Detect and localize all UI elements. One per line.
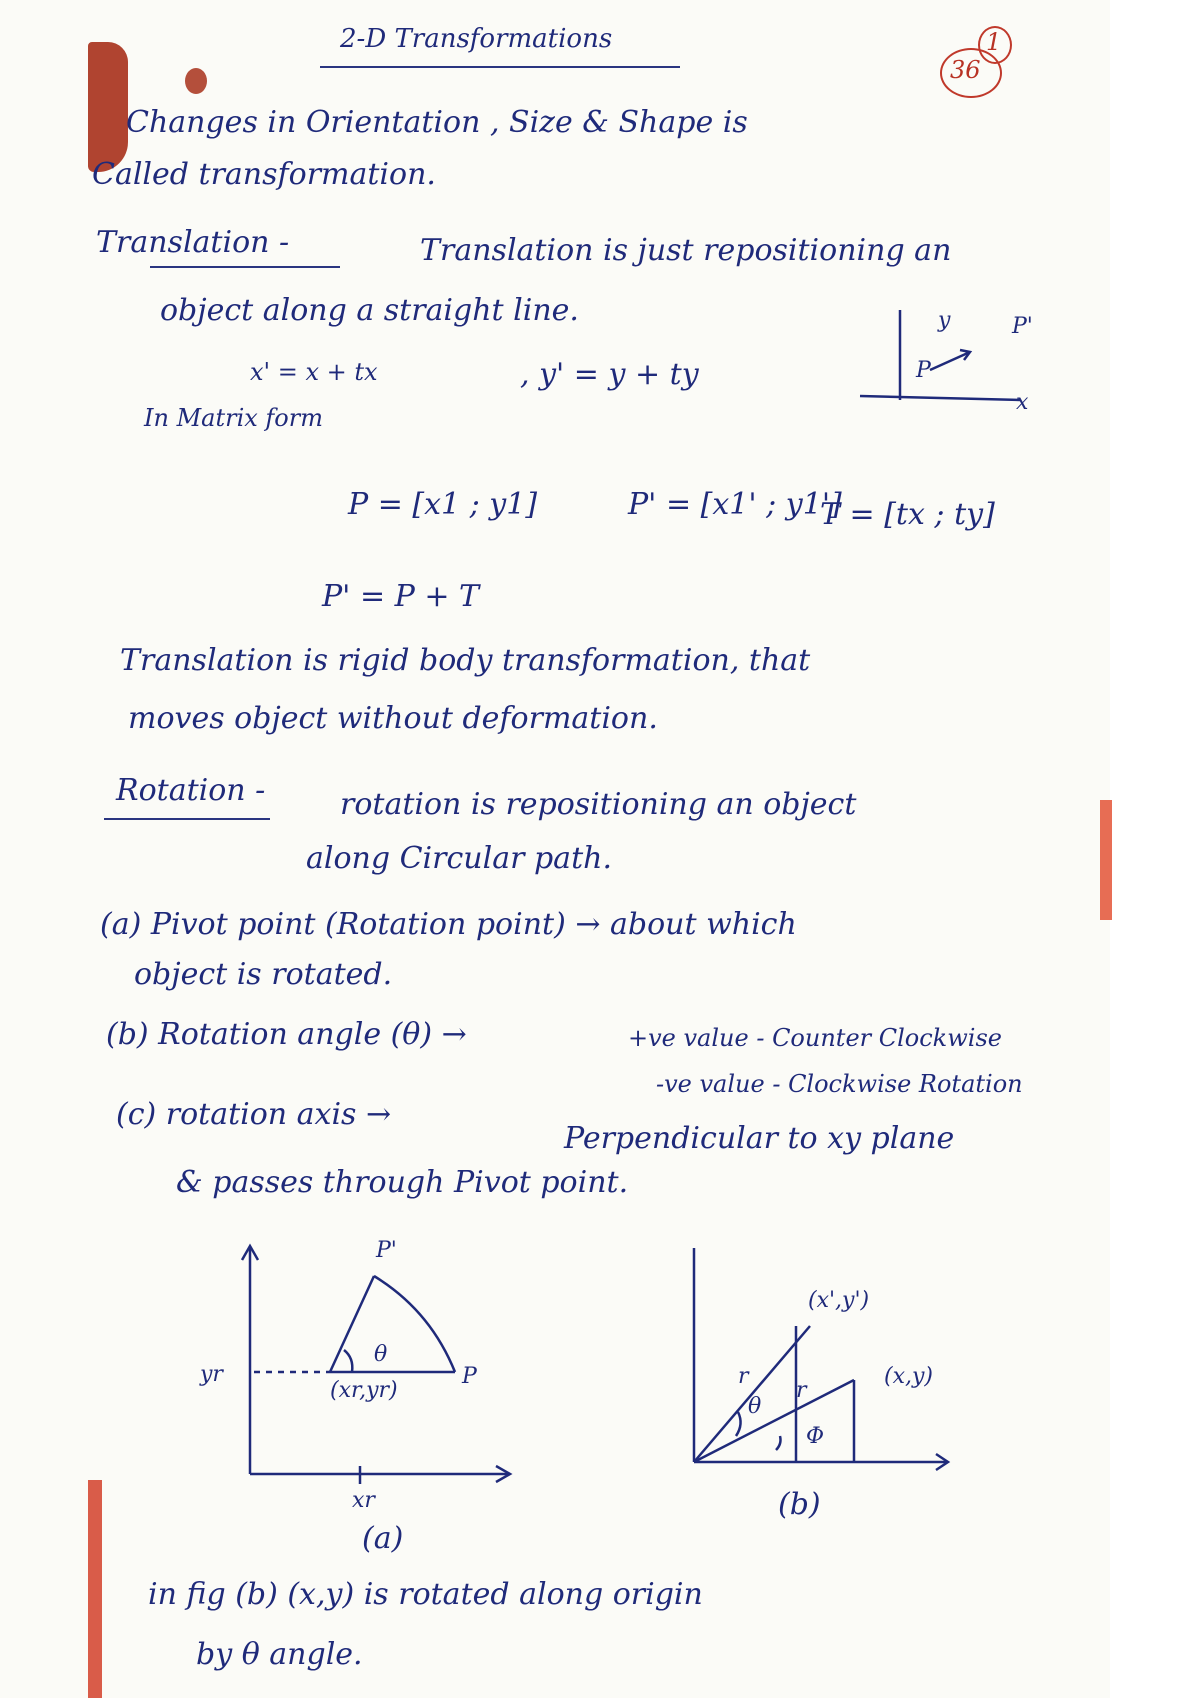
figure-a-caption: (a) — [362, 1521, 404, 1556]
rotation-heading-underline — [104, 818, 270, 820]
rotation-point-a-2: object is rotated. — [134, 957, 393, 992]
sketch-x-axis — [860, 396, 1020, 400]
figure-a-angle-arc — [344, 1350, 352, 1372]
red-ink-stain — [1100, 800, 1112, 920]
intro-line-1: Changes in Orientation , Size & Shape is — [126, 105, 748, 140]
translation-note-2: moves object without deformation. — [128, 701, 658, 736]
red-ink-stain — [88, 1480, 102, 1698]
matrix-p-prime: P' = [x1' ; y1'] — [628, 487, 842, 522]
figure-b-r-label-2: r — [796, 1378, 807, 1403]
translation-def-1: Translation is just repositioning an — [420, 233, 952, 268]
translation-heading: Translation - — [96, 225, 290, 260]
sketch-p-label: P — [916, 358, 931, 383]
figure-a-yr-label: yr — [200, 1362, 223, 1387]
closing-line-2: by θ angle. — [196, 1637, 363, 1672]
rotation-point-c-1-right: Perpendicular to xy plane — [564, 1121, 955, 1156]
translation-heading-underline — [150, 266, 340, 268]
red-ink-stain — [88, 42, 128, 172]
red-ink-stain — [185, 68, 207, 94]
intro-line-2: Called transformation. — [92, 157, 436, 192]
sketch-y-label: y — [938, 308, 951, 333]
figure-a-radius-p-prime — [330, 1276, 374, 1372]
figure-b-theta-arc — [736, 1412, 741, 1436]
page-title: 2-D Transformations — [340, 24, 613, 54]
figure-a-xr-label: xr — [352, 1488, 375, 1513]
matrix-label: In Matrix form — [144, 404, 323, 432]
rotation-def-2: along Circular path. — [306, 841, 612, 876]
page-margin — [1110, 0, 1200, 1698]
sketch-p-prime-label: P' — [1012, 314, 1033, 339]
circle-mark-label: 1 — [986, 28, 1002, 56]
rotation-def-1: rotation is repositioning an object — [340, 787, 857, 822]
figure-b-radius-original — [694, 1380, 854, 1462]
figure-a-p-label: P — [462, 1364, 477, 1389]
rotation-heading: Rotation - — [116, 773, 266, 808]
equation-y: , y' = y + ty — [520, 357, 699, 392]
page-number: 36 — [950, 56, 981, 84]
figure-b-caption: (b) — [778, 1487, 821, 1522]
figure-b-phi-arc — [776, 1436, 781, 1450]
rotation-point-b-1: (b) Rotation angle (θ) → — [106, 1017, 467, 1052]
figure-b-xy-prime-label: (x',y') — [808, 1288, 870, 1313]
matrix-sum: P' = P + T — [322, 579, 480, 614]
figure-b-theta-label: θ — [748, 1394, 762, 1419]
rotation-point-c-1: (c) rotation axis → — [116, 1097, 392, 1132]
figure-a-p-prime-label: P' — [376, 1238, 397, 1263]
closing-line-1: in fig (b) (x,y) is rotated along origin — [148, 1577, 703, 1612]
figure-a-pivot-label: (xr,yr) — [330, 1378, 398, 1403]
figure-b-r-label-1: r — [738, 1364, 749, 1389]
figure-b-phi-label: Φ — [806, 1424, 825, 1449]
translation-def-2: object along a straight line. — [160, 293, 579, 328]
sketch-x-label: x — [1016, 390, 1029, 415]
figure-b — [680, 1240, 970, 1470]
matrix-p: P = [x1 ; y1] — [348, 487, 538, 522]
rotation-point-a-1: (a) Pivot point (Rotation point) → about which — [100, 907, 797, 942]
sketch-translation-arrow — [930, 352, 970, 370]
rotation-point-c-2: & passes through Pivot point. — [176, 1165, 629, 1200]
title-underline — [320, 66, 680, 68]
equation-x: x' = x + tx — [250, 358, 378, 386]
figure-a-theta-label: θ — [374, 1342, 388, 1367]
translation-note-1: Translation is rigid body transformation, that — [120, 643, 811, 678]
rotation-negative-value: -ve value - Clockwise Rotation — [656, 1070, 1023, 1098]
matrix-t: T = [tx ; ty] — [820, 497, 995, 532]
rotation-positive-value: +ve value - Counter Clockwise — [628, 1024, 1002, 1052]
figure-b-xy-label: (x,y) — [884, 1364, 933, 1389]
